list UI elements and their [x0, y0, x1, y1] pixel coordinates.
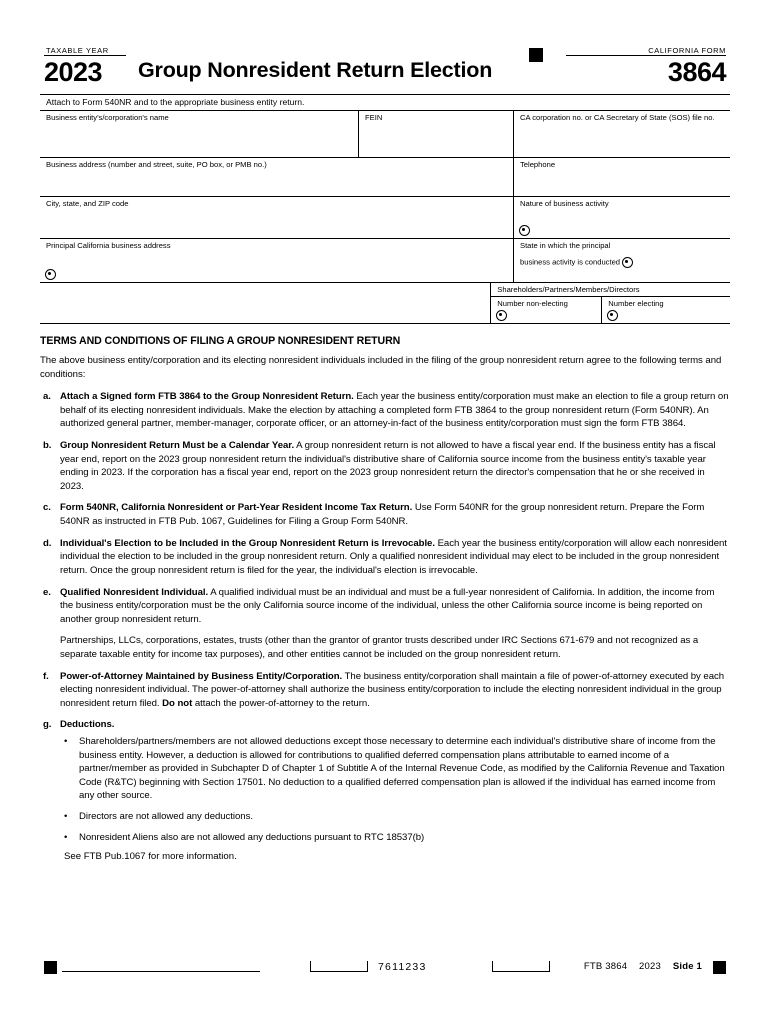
principal-ca-address-field[interactable]	[40, 239, 513, 282]
form-barcode-number: 7611233	[378, 961, 427, 973]
shareholders-label: Shareholders/Partners/Members/Directors	[491, 283, 730, 297]
item-body	[60, 537, 730, 578]
bullet-text: Shareholders/partners/members are not allowed deductions except those necessary to determine each individual's distributive share of income from the business entity. However, a deduction is allowed for contributions to qualified deferred compensation plans attributable to earned income of a partner/member as provided in Subchapter D of Chapter 1 of Subtitle A of the Internal Revenue Code, as modified by the California Revenue and Taxation Code (R&TC) beginning with Section 17501. No deduction to a qualified deferred compensation plan is allowed if the individual has earned income from any other source.	[79, 736, 725, 802]
item-heading: Deductions.	[60, 719, 115, 731]
grid-row-city	[40, 197, 730, 239]
terms-item-c	[40, 501, 730, 528]
bullet-text: Directors are not allowed any deductions.	[79, 811, 253, 823]
item-heading: Individual's Election to be Included in the Group Nonresident Return is Irrevocable.	[60, 537, 435, 549]
footer-tick-2	[367, 961, 368, 972]
grid-row-name	[40, 111, 730, 158]
grid-row-principal	[40, 239, 730, 283]
item-body	[60, 501, 730, 528]
item-letter: c.	[43, 502, 51, 514]
footer-tick-1	[310, 961, 311, 972]
item-body	[60, 390, 730, 431]
item-bold-tail: Do not	[162, 697, 193, 709]
bullet-dot-icon	[519, 225, 530, 236]
fein-field[interactable]	[358, 111, 513, 157]
business-name-label: Business entity's/corporation's name	[46, 113, 169, 122]
deduction-bullet-list	[40, 735, 730, 862]
item-body	[60, 439, 730, 493]
header-rule-left	[44, 55, 126, 56]
number-non-electing-field[interactable]	[491, 297, 601, 323]
item-heading: Power-of-Attorney Maintained by Business Entity/Corporation.	[60, 670, 343, 682]
number-electing-field[interactable]	[601, 297, 730, 323]
terms-item-f	[40, 670, 730, 711]
grid-row-shareholders	[40, 283, 730, 323]
item-body	[60, 670, 730, 711]
bullet-icon: •	[64, 831, 68, 843]
bullet-icon: •	[64, 736, 68, 748]
item-text: The business entity/corporation shall maintain a file of power-of-attorney executed by each electing nonresident individual. The power-of-attorney shall authorize the business entity/corporation to include the electing nonresident individual in the group nonresident return filed.	[60, 670, 725, 709]
entity-info-grid	[40, 111, 730, 324]
california-form-label: CALIFORNIA FORM	[648, 46, 726, 55]
shareholders-block	[490, 283, 730, 323]
footer-form-identifier	[584, 961, 702, 972]
taxable-year-label: TAXABLE YEAR	[46, 46, 109, 55]
scanline-marker-bottom-right	[713, 961, 726, 974]
bullet-dot-icon	[607, 310, 618, 321]
number-electing-label: Number electing	[608, 299, 664, 308]
item-text: Each year the business entity/corporation must make an election to file a group return on behalf of its electing nonresident individuals. Make the election by attaching a completed form FTB 3864 to the group nonresident return (Form 540NR). An authorized general partner, member-manager, corporate officer, or an attorney-in-fact of the business entity/corporation must sign the form FTB 3864.	[60, 391, 729, 430]
business-name-field[interactable]	[40, 111, 358, 157]
item-text: Each year the business entity/corporation will allow each nonresident individual the election to be included in the group nonresident return. Only a qualified nonresident individual may elect to be included in the group nonresident return. Once the group nonresident return is filed for the year, the individual's election is irrevocable.	[60, 537, 727, 576]
terms-item-e	[40, 586, 730, 662]
telephone-field[interactable]	[513, 158, 730, 196]
terms-section-title: TERMS AND CONDITIONS OF FILING A GROUP NONRESIDENT RETURN	[40, 335, 401, 347]
scanline-marker-bottom-left	[44, 961, 57, 974]
item-letter: f.	[43, 670, 49, 682]
principal-ca-address-spacer	[40, 283, 490, 309]
item-heading: Form 540NR, California Nonresident or Part-Year Resident Income Tax Return.	[60, 502, 413, 514]
principal-ca-address-label: Principal California business address	[46, 241, 171, 250]
item-heading: Qualified Nonresident Individual.	[60, 586, 209, 598]
ca-corp-no-label: CA corporation no. or CA Secretary of State (SOS) file no.	[520, 113, 715, 122]
terms-item-g	[40, 718, 730, 732]
item-letter: e.	[43, 586, 51, 598]
business-address-field[interactable]	[40, 158, 513, 196]
attach-instruction: Attach to Form 540NR and to the appropriate business entity return.	[40, 94, 730, 111]
item-letter: b.	[43, 440, 52, 452]
state-principal-label-line1: State in which the principal	[520, 241, 611, 250]
item-letter: a.	[43, 391, 51, 403]
fein-label: FEIN	[365, 113, 383, 122]
terms-item-d	[40, 537, 730, 578]
item-heading: Attach a Signed form FTB 3864 to the Group Nonresident Return.	[60, 391, 354, 403]
footer-form-name: FTB 3864	[583, 961, 628, 972]
footer-rule-2	[310, 971, 368, 972]
terms-list	[40, 390, 730, 862]
ca-corp-no-field[interactable]	[513, 111, 730, 157]
form-footer	[40, 958, 730, 980]
business-address-label: Business address (number and street, suite, PO box, or PMB no.)	[46, 160, 267, 169]
footer-tick-4	[549, 961, 550, 972]
taxable-year-value: 2023	[44, 57, 103, 87]
bullet-dot-icon	[45, 269, 56, 280]
deduction-bullet-2	[60, 810, 730, 824]
item-body	[60, 586, 730, 662]
bullet-text: Nonresident Aliens also are not allowed any deductions pursuant to RTC 18537(b)	[79, 831, 425, 843]
grid-row-address	[40, 158, 730, 197]
bullet-icon: •	[64, 811, 68, 823]
city-state-zip-field[interactable]	[40, 197, 513, 238]
terms-item-b	[40, 439, 730, 493]
deduction-bullet-3	[60, 831, 730, 845]
terms-intro: The above business entity/corporation and its electing nonresident individuals included in the filing of the group nonresident return agree to the following terms and conditions:	[40, 355, 722, 380]
bullet-dot-icon	[496, 310, 507, 321]
state-principal-label-line2: business activity is conducted	[520, 257, 621, 267]
form-header	[40, 36, 730, 94]
footer-year: 2023	[639, 961, 661, 972]
form-number: 3864	[667, 57, 726, 87]
state-principal-activity-field[interactable]	[513, 239, 730, 282]
item-heading: Group Nonresident Return Must be a Calendar Year.	[60, 440, 295, 452]
footer-tick-3	[492, 961, 493, 972]
terms-item-a	[40, 390, 730, 431]
item-text-3: attach the power-of-attorney to the return.	[192, 697, 370, 709]
nature-of-business-field[interactable]	[513, 197, 730, 238]
counts-row	[491, 297, 730, 323]
header-rule-right	[566, 55, 726, 56]
nature-of-business-label: Nature of business activity	[520, 199, 609, 208]
item-text: Use Form 540NR for the group nonresident return. Prepare the Form 540NR as instructed in FTB Pub. 1067, Guidelines for Filing a Group Form 540NR.	[60, 502, 705, 528]
telephone-label: Telephone	[520, 160, 556, 169]
item-text-2: Partnerships, LLCs, corporations, estates, trusts (other than the grantor of grantor trusts described under IRC Sections 671-679 and not recognized as a separate taxable entity for income tax purposes), and other entities cannot be included on the group nonresident return.	[60, 635, 699, 660]
see-publication-note: See FTB Pub.1067 for more information.	[64, 851, 237, 863]
footer-side: Side 1	[672, 961, 702, 972]
scanline-marker-top	[529, 48, 543, 62]
item-letter: d.	[43, 537, 52, 549]
item-text: A qualified individual must be an individual and must be a full-year nonresident of California. In addition, the income from the business entity/corporation must be the only California source income of the individual, unless the other California source income is being reported on another group nonresident return.	[60, 586, 715, 625]
city-state-zip-label: City, state, and ZIP code	[46, 199, 129, 208]
item-letter: g.	[43, 719, 52, 731]
footer-rule-1	[62, 971, 260, 972]
footer-rule-3	[492, 971, 550, 972]
item-text: A group nonresident return is not allowed to have a fiscal year end. If the business entity has a fiscal year end, report on the 2023 group nonresident return the individual's distributive share of California source income from the business entity's taxable year ending in 2023. If the corporation has a fiscal year end, report on the 2023 group nonresident return the director's compensation that he or she received in 2023.	[60, 440, 716, 492]
item-body	[60, 718, 730, 732]
deduction-bullet-1	[60, 735, 730, 803]
bullet-dot-icon	[622, 257, 633, 268]
page-title: Group Nonresident Return Election	[138, 58, 493, 82]
number-non-electing-label: Number non-electing	[497, 299, 568, 308]
